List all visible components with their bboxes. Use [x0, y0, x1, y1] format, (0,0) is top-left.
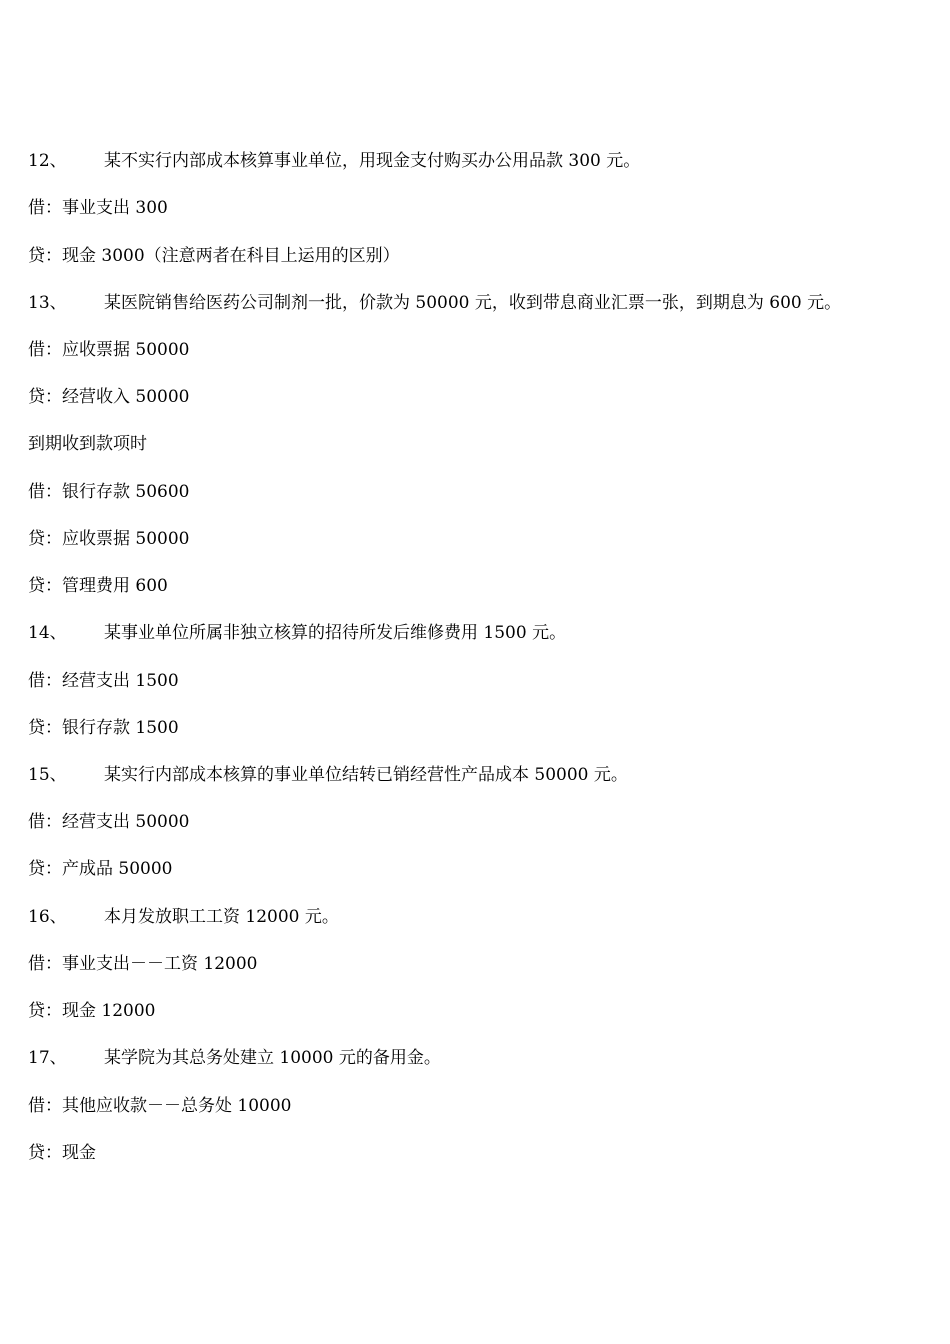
credit-entry: 贷：现金 3000（注意两者在科目上运用的区别） — [28, 246, 400, 266]
credit-entry: 贷：现金 — [28, 1143, 96, 1163]
question-14 — [28, 622, 566, 644]
note-line: 到期收到款项时 — [28, 434, 147, 454]
question-number: 13、 — [28, 293, 67, 313]
debit-entry: 借：应收票据 50000 — [28, 340, 190, 360]
question-13 — [28, 292, 841, 314]
credit-entry: 贷：管理费用 600 — [28, 576, 168, 596]
question-text: 某学院为其总务处建立 10000 元的备用金。 — [104, 1048, 441, 1068]
debit-entry: 借：事业支出 300 — [28, 198, 168, 218]
credit-entry: 贷：经营收入 50000 — [28, 387, 190, 407]
question-text: 某医院销售给医药公司制剂一批，价款为 50000 元，收到带息商业汇票一张，到期息为 600 元。 — [104, 293, 842, 313]
question-text: 本月发放职工工资 12000 元。 — [104, 907, 339, 927]
question-number: 12、 — [28, 151, 67, 171]
question-12 — [28, 150, 640, 172]
question-number: 17、 — [28, 1048, 67, 1068]
credit-entry: 贷：应收票据 50000 — [28, 529, 190, 549]
debit-entry: 借：其他应收款－－总务处 10000 — [28, 1096, 292, 1116]
debit-entry: 借：银行存款 50600 — [28, 482, 190, 502]
question-text: 某事业单位所属非独立核算的招待所发后维修费用 1500 元。 — [104, 623, 567, 643]
question-number: 14、 — [28, 623, 67, 643]
credit-entry: 贷：现金 12000 — [28, 1001, 156, 1021]
debit-entry: 借：经营支出 1500 — [28, 671, 179, 691]
credit-entry: 贷：产成品 50000 — [28, 859, 173, 879]
question-15 — [28, 764, 628, 786]
question-text: 某不实行内部成本核算事业单位，用现金支付购买办公用品款 300 元。 — [104, 151, 641, 171]
question-number: 15、 — [28, 765, 67, 785]
credit-entry: 贷：银行存款 1500 — [28, 718, 179, 738]
question-number: 16、 — [28, 907, 67, 927]
debit-entry: 借：事业支出－－工资 12000 — [28, 954, 258, 974]
question-16 — [28, 906, 339, 928]
debit-entry: 借：经营支出 50000 — [28, 812, 190, 832]
question-text: 某实行内部成本核算的事业单位结转已销经营性产品成本 50000 元。 — [104, 765, 628, 785]
question-17 — [28, 1047, 441, 1069]
